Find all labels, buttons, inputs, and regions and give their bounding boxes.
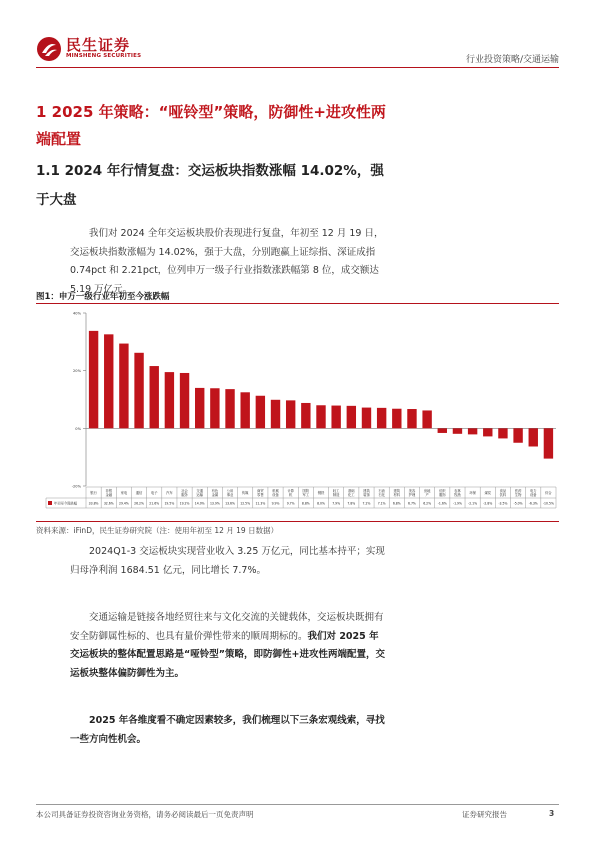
value-label: -1.9% (452, 501, 462, 506)
value-label: 6.2% (423, 501, 432, 506)
category-label: 环保 (469, 491, 476, 495)
bar-5 (150, 366, 159, 428)
company-logo (36, 34, 166, 64)
category-label: 国防军工 (302, 488, 310, 497)
bar-1 (89, 331, 98, 428)
category-label: 食品饮料 (499, 488, 507, 497)
industry-return-bar-chart (36, 305, 559, 520)
bar-16 (316, 405, 325, 428)
value-label: 29.4% (118, 501, 129, 506)
value-label: 7.1% (377, 501, 386, 506)
paragraph-financials (70, 543, 385, 580)
bar-22 (407, 409, 416, 428)
category-label: 计算机 (287, 488, 294, 497)
category-label: 钢铁 (317, 491, 325, 495)
figure-title: 图1：申万一级行业年初至今涨跌幅 (36, 292, 170, 302)
bar-13 (271, 400, 280, 429)
bar-4 (134, 353, 143, 429)
y-tick-label: -20% (71, 484, 81, 489)
value-label: 33.8% (88, 501, 99, 506)
category-label: 交通运输 (196, 488, 204, 497)
category-label: 电力设备 (529, 488, 537, 497)
value-label: -2.1% (468, 501, 478, 506)
category-label: 汽车 (166, 491, 173, 495)
bar-12 (256, 396, 265, 429)
bar-10 (225, 389, 234, 428)
value-label: 8.8% (301, 501, 310, 506)
bar-2 (104, 334, 113, 428)
category-label: 电子 (150, 491, 158, 495)
value-label: 32.6% (103, 501, 114, 506)
y-tick-label: 40% (73, 311, 81, 316)
value-label: 12.5% (240, 501, 251, 506)
figure-source: 资料来源：iFinD，民生证券研究院（注：使用年初至 12 月 19 日数据） (36, 526, 279, 535)
category-label: 有色金属 (211, 488, 219, 497)
paragraph-outlook-bold: 2025 年各维度看不确定因素较多，我们梳理以下三条宏观线索，寻找一些方向性机会。 (70, 715, 385, 745)
value-label: 7.9% (332, 501, 341, 506)
category-label: 传媒 (241, 491, 249, 495)
minsheng-logo-icon (36, 36, 62, 62)
category-label: 机械设备 (272, 488, 279, 497)
value-label: 6.8% (392, 501, 401, 506)
category-label: 石油石化 (378, 488, 385, 497)
header-divider (36, 67, 559, 68)
category-label: 煤炭 (484, 491, 492, 495)
category-label: 建筑装饰 (363, 488, 370, 497)
category-label: 纺织服饰 (438, 488, 446, 497)
bar-26 (468, 428, 477, 434)
footer-disclaimer: 本公司具备证券投资咨询业务资格，请务必阅读最后一页免责声明 (36, 810, 254, 819)
category-label: 轻工制造 (332, 488, 340, 497)
value-label: 7.2% (362, 501, 371, 506)
bar-18 (347, 406, 356, 428)
heading-level-1: 1 2025 年策略：“哑铃型”策略，防御性+进攻性两端配置 (36, 103, 386, 148)
value-label: -5.0% (513, 501, 523, 506)
figure-top-rule (36, 303, 559, 304)
category-label: 建筑材料 (393, 488, 401, 497)
logo-text-cn: 民生证券 (66, 36, 131, 54)
bar-17 (331, 406, 340, 429)
figure-bottom-rule (36, 521, 559, 522)
category-label: 基础化工 (348, 488, 355, 497)
paragraph-review (70, 225, 385, 299)
category-label: 公用事业 (226, 488, 234, 497)
bar-3 (119, 344, 128, 429)
value-label: 14.0% (194, 501, 205, 506)
value-label: -10.5% (542, 501, 554, 506)
header-section-label: 行业投资策略/交通运输 (465, 55, 559, 65)
value-label: -6.3% (528, 501, 538, 506)
value-label: 9.9% (271, 501, 280, 506)
bar-15 (301, 403, 310, 428)
bar-14 (286, 400, 295, 428)
paragraph-strategy-text: 交通运输是链接各地经贸往来与文化交流的关键载体，交运板块既拥有安全防御属性标的、也具有量价弹性带来的顺周期标的。 (70, 612, 384, 642)
value-label: 9.7% (286, 501, 295, 506)
value-label: -2.8% (483, 501, 493, 506)
value-label: 7.8% (347, 501, 356, 506)
bar-31 (544, 428, 553, 458)
paragraph-strategy (70, 609, 385, 683)
bar-28 (498, 428, 507, 438)
value-label: 19.5% (164, 501, 175, 506)
bar-9 (210, 388, 219, 428)
value-label: 6.7% (408, 501, 416, 506)
category-label: 综合 (545, 491, 552, 495)
bar-8 (195, 388, 204, 428)
bar-21 (392, 409, 401, 429)
bar-19 (362, 408, 371, 429)
value-label: 13.6% (225, 501, 235, 506)
value-label: 26.2% (134, 501, 144, 506)
value-label: 21.6% (149, 501, 160, 506)
category-label: 房地产 (423, 488, 431, 497)
bar-6 (165, 372, 174, 428)
bar-30 (529, 428, 538, 446)
y-tick-label: 0% (75, 426, 81, 431)
category-label: 美容护理 (408, 488, 416, 497)
footer-page-number: 3 (549, 809, 555, 818)
paragraph-financials-text: 2024Q1-3 交运板块实现营业收入 3.25 万亿元，同比基本持平；实现归母净利润 1684.51 亿元，同比增长 7.7%。 (70, 546, 385, 576)
category-label: 农林牧渔 (454, 488, 461, 497)
paragraph-review-text: 我们对 2024 全年交运板块股价表现进行复盘，年初至 12 月 19 日，交运板块指数涨幅为 14.02%，强于大盘，分别跑赢上证综指、深证成指 0.74pct 和 2.21pct，位列申万一级子行业指数涨跌幅第 8 位，成交额达 5.19 万亿元。 (70, 228, 384, 295)
category-label: 家电 (120, 491, 128, 495)
bar-7 (180, 373, 189, 428)
heading-level-2: 1.1 2024 年行情复盘：交运板块指数涨幅 14.02%，强于大盘 (36, 163, 384, 208)
paragraph-outlook (70, 712, 385, 749)
value-label: 19.2% (179, 501, 190, 506)
footer-report-type: 证券研究报告 (462, 810, 507, 819)
bar-11 (240, 392, 249, 428)
category-label: 通信 (135, 491, 143, 495)
paragraph-strategy-bold: 我们对 2025 年交运板块的整体配置思路是“哑铃型”策略，即防御性+进攻性两端配置，交运板块整体偏防御性为主。 (70, 630, 385, 679)
bar-23 (422, 410, 431, 428)
footer-divider (36, 804, 559, 805)
category-label: 非银金融 (105, 488, 113, 497)
value-label: 11.3% (255, 501, 266, 506)
value-label: 13.9% (209, 501, 220, 506)
legend-swatch (48, 501, 52, 505)
bar-27 (483, 428, 492, 436)
category-label: 银行 (90, 491, 97, 495)
logo-text-en: MINSHENG SECURITIES (66, 53, 142, 59)
value-label: 8.0% (317, 501, 325, 506)
legend-label: 年初至今涨跌幅 (54, 501, 78, 506)
category-label: 医药生物 (514, 488, 522, 497)
bar-24 (438, 428, 447, 433)
value-label: -1.6% (437, 501, 447, 506)
value-label: -3.5% (498, 501, 508, 506)
bar-20 (377, 408, 386, 428)
y-tick-label: 20% (73, 369, 81, 374)
bar-29 (513, 428, 522, 442)
category-label: 社会服务 (181, 488, 188, 497)
category-label: 商贸零售 (257, 488, 264, 497)
bar-25 (453, 428, 462, 433)
